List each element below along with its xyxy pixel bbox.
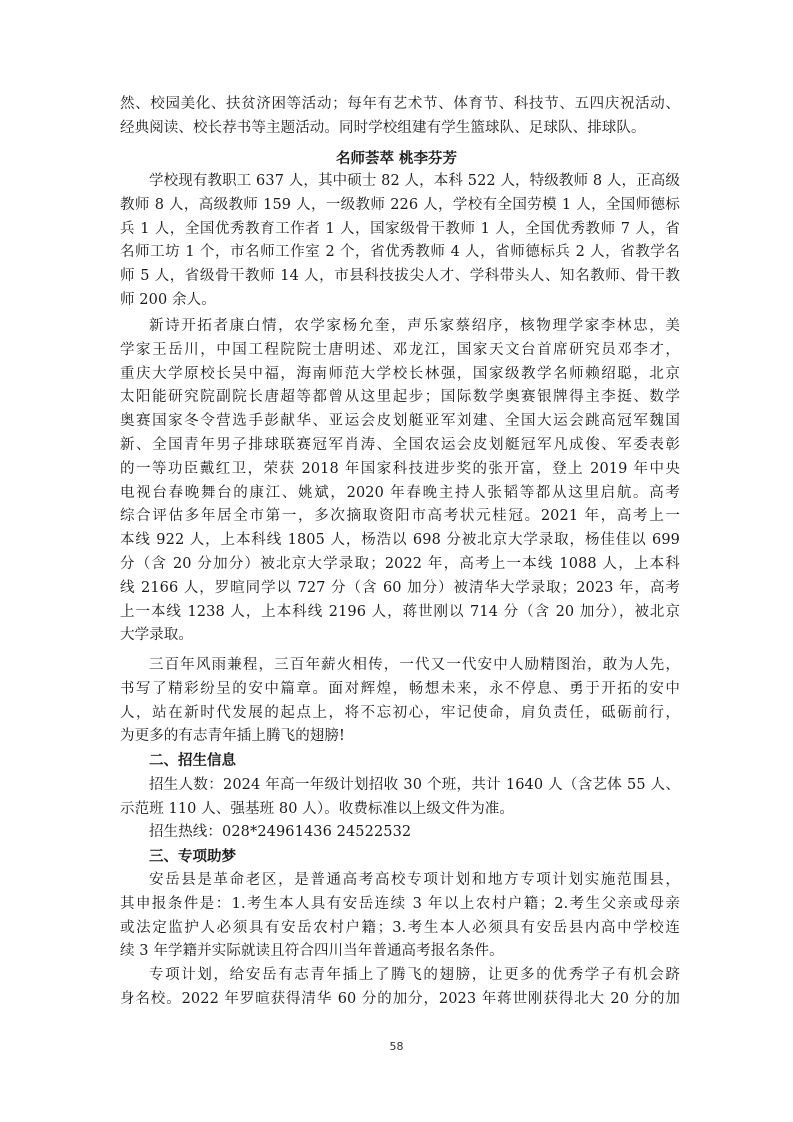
special-program-paragraph-2 — [120, 964, 680, 1012]
text-line: 教师 8 人，高级教师 159 人，一级教师 226 人，学校有全国劳模 1 人，全国师德标 — [120, 196, 680, 213]
text-line: 大学录取。 — [120, 627, 193, 644]
text-line: 太阳能研究院副院长唐超等都曾从这里起步；国际数学奥赛银牌得主李挺、数学 — [120, 389, 680, 406]
text-line: 学校现有教职工 637 人，其中硕士 82 人，本科 522 人，特级教师 8 人，正高级 — [149, 173, 680, 189]
text-line: 新诗开拓者康白情，农学家杨允奎，声乐家蔡绍序，核物理学家李林忠，美 — [149, 318, 680, 334]
text-line: 然、校园美化、扶贫济困等活动；每年有艺术节、体育节、科技节、五四庆祝活动、 — [120, 96, 680, 112]
staff-paragraph — [120, 170, 680, 313]
text-line: 重庆大学原校长吴中福，海南师范大学校长林强，国家级教学名师赖绍聪，北京 — [120, 365, 680, 382]
text-line: 综合评估多年居全市第一，多次摘取资阳市高考状元桂冠。2021 年，高考上一 — [120, 508, 680, 525]
hotline-paragraph — [120, 821, 680, 845]
page-number: 58 — [389, 1040, 404, 1053]
future-paragraph — [120, 654, 680, 749]
text-line: 的一等功臣戴红卫，荣获 2018 年国家科技进步奖的张开富，登上 2019 年中央 — [120, 460, 680, 477]
text-line: 人，站在新时代发展的起点上，将不忘初心，牢记使命，肩负责任，砥砺前行， — [120, 704, 680, 721]
text-line: 专项计划，给安岳有志青年插上了腾飞的翅膀，让更多的优秀学子有机会跻 — [149, 967, 680, 983]
text-line: 名师工坊 1 个，市名师工作室 2 个，省优秀教师 4 人，省师德标兵 2 人，省教学名 — [120, 244, 680, 261]
text-line: 线 2166 人，罗暄同学以 727 分（含 60 加分）被清华大学录取；2023 年，高考 — [120, 579, 680, 596]
text-line: 奥赛国家冬令营选手彭献华、亚运会皮划艇亚军刘建、全国大运会跳高冠军魏国 — [120, 413, 680, 430]
text-line: 经典阅读、校长荐书等主题活动。同时学校组建有学生篮球队、足球队、排球队。 — [120, 119, 646, 136]
section-heading-special-program: 三、专项助梦 — [149, 849, 236, 865]
alumni-paragraph — [120, 315, 680, 648]
text-line: 书写了精彩纷呈的安中篇章。面对辉煌，畅想未来，永不停息、勇于开拓的安中 — [120, 680, 680, 697]
text-line: 其申报条件是：1.考生本人具有安岳连续 3 年以上农村户籍；2.考生父亲或母亲 — [120, 895, 680, 912]
section-heading-enrollment: 二、招生信息 — [149, 753, 236, 769]
subtitle-heading: 名师荟萃 桃李芬芳 — [335, 151, 458, 167]
text-line: 兵 1 人，全国优秀教育工作者 1 人，国家级骨干教师 1 人，全国优秀教师 7 人，省 — [120, 220, 680, 237]
text-line: 师 200 余人。 — [120, 291, 216, 308]
text-line: 上一本线 1238 人，上本科线 2196 人，蒋世刚以 714 分（含 20 加分），被北京 — [120, 603, 680, 620]
text-line: 师 5 人，省级骨干教师 14 人，市县科技拔尖人才、学科带头人、知名教师、骨干教 — [120, 268, 680, 285]
text-line: 身名校。2022 年罗暄获得清华 60 分的加分，2023 年蒋世刚获得北大 20 分的加 — [120, 990, 680, 1007]
text-line: 安岳县是革命老区，是普通高考高校专项计划和地方专项计划实施范围县， — [149, 872, 680, 888]
special-program-paragraph — [120, 869, 680, 964]
text-line: 学家王岳川，中国工程院院士唐明述、邓龙江，国家天文台首席研究员邓李才， — [120, 341, 680, 358]
text-line: 为更多的有志青年插上腾飞的翅膀! — [120, 728, 345, 745]
text-line: 三百年风雨兼程，三百年薪火相传，一代又一代安中人励精图治，敢为人先， — [149, 657, 680, 673]
text-line: 本线 922 人，上本科线 1805 人，杨浩以 698 分被北京大学录取，杨佳佳以 699 — [120, 532, 680, 549]
text-line: 招生人数：2024 年高一年级计划招收 30 个班，共计 1640 人（含艺体 55 人、 — [149, 777, 680, 793]
text-line: 示范班 110 人、强基班 80 人）。收费标准以上级文件为准。 — [120, 800, 515, 817]
text-line: 电视台春晚舞台的康江、姚斌，2020 年春晚主持人张韬等都从这里启航。高考 — [120, 484, 680, 501]
text-line: 新、全国青年男子排球联赛冠军肖涛、全国农运会皮划艇冠军凡成俊、军委表彰 — [120, 436, 680, 453]
text-line: 或法定监护人必须具有安岳农村户籍；3.考生本人必须具有安岳县内高中学校连 — [120, 919, 680, 936]
enrollment-paragraph — [120, 774, 680, 822]
intro-paragraph — [120, 93, 680, 141]
hotline-text: 招生热线：028*24961436 24522532 — [149, 824, 412, 840]
text-line: 分（含 20 分加分）被北京大学录取；2022 年，高考上一本线 1088 人，上本科 — [120, 555, 680, 572]
text-line: 续 3 年学籍并实际就读且符合四川当年普通高考报名条件。 — [120, 943, 504, 960]
